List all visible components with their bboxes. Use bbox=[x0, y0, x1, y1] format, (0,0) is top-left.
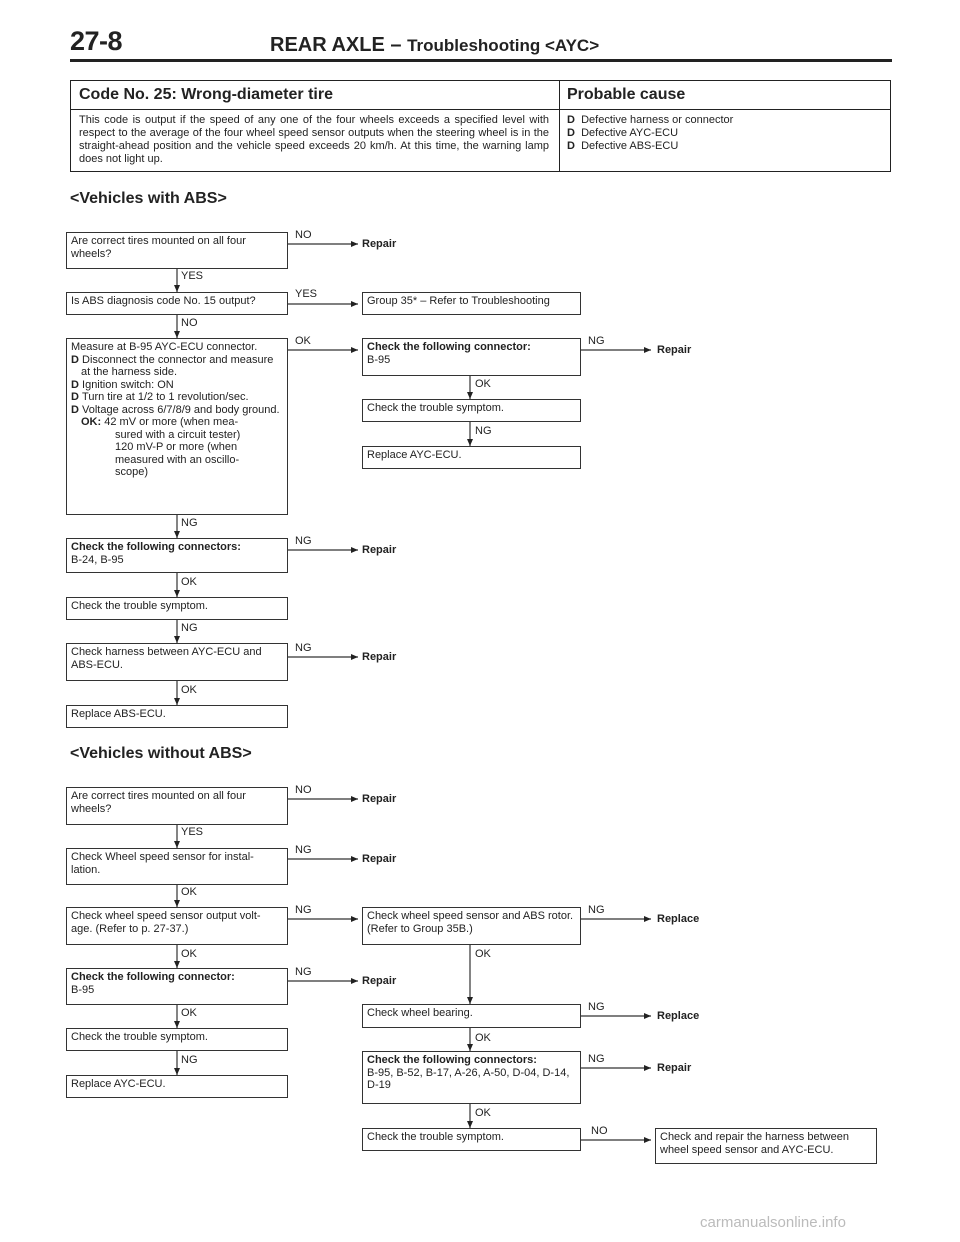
flow-label: OK bbox=[181, 1007, 197, 1019]
cause-item: D Defective ABS-ECU bbox=[567, 140, 679, 152]
title-main: REAR AXLE bbox=[270, 34, 385, 56]
action-replace: Replace bbox=[657, 1010, 700, 1022]
action-replace: Replace bbox=[657, 913, 700, 925]
flow-label: NG bbox=[295, 535, 312, 547]
abs-q-tires: Are correct tires mounted on all four wheels? bbox=[66, 232, 288, 269]
noabs-check-install: Check Wheel speed sensor for instal- lation. bbox=[66, 848, 288, 885]
noabs-check-conns: Check the following connectors: B-95, B-52, B-17, A-26, A-50, D-04, D-14, D-19 bbox=[362, 1051, 581, 1104]
abs-check-trouble-2: Check the trouble symptom. bbox=[66, 597, 288, 620]
action-repair: Repair bbox=[362, 853, 397, 865]
flow-label: NO bbox=[295, 784, 312, 796]
noabs-q-tires: Are correct tires mounted on all four wheels? bbox=[66, 787, 288, 825]
title-sub: Troubleshooting <AYC> bbox=[407, 36, 600, 55]
flow-label: NG bbox=[475, 425, 492, 437]
action-repair: Repair bbox=[362, 651, 397, 663]
abs-replace-abs: Replace ABS-ECU. bbox=[66, 705, 288, 728]
flow-label: NG bbox=[588, 1053, 605, 1065]
cause-item: D Defective AYC-ECU bbox=[567, 127, 679, 139]
flow-label: NG bbox=[588, 335, 605, 347]
flow-label: OK bbox=[295, 335, 311, 347]
action-repair: Repair bbox=[657, 1062, 692, 1074]
abs-group35: Group 35* – Refer to Troubleshooting bbox=[362, 292, 581, 315]
noabs-check-output: Check wheel speed sensor output volt- age. (Refer to p. 27-37.) bbox=[66, 907, 288, 945]
flow-label: NO bbox=[181, 317, 198, 329]
flow-label: NO bbox=[591, 1125, 608, 1137]
flow-label: YES bbox=[181, 270, 204, 282]
flow-label: NG bbox=[181, 517, 198, 529]
flow-label: NG bbox=[295, 904, 312, 916]
noabs-check-bearing: Check wheel bearing. bbox=[362, 1004, 581, 1028]
watermark: carmanualsonline.info bbox=[700, 1214, 846, 1231]
flow-label: NG bbox=[588, 1001, 605, 1013]
flow-label: OK bbox=[475, 378, 491, 390]
flow-label: OK bbox=[475, 1032, 491, 1044]
action-repair: Repair bbox=[657, 344, 692, 356]
abs-q-code: Is ABS diagnosis code No. 15 output? bbox=[66, 292, 288, 315]
action-repair: Repair bbox=[362, 975, 397, 987]
noabs-replace-ayc: Replace AYC-ECU. bbox=[66, 1075, 288, 1098]
abs-heading: <Vehicles with ABS> bbox=[70, 190, 227, 207]
flow-label: NG bbox=[295, 844, 312, 856]
page-number: 27-8 bbox=[70, 26, 123, 56]
flow-label: OK bbox=[475, 1107, 491, 1119]
action-repair: Repair bbox=[362, 238, 397, 250]
flow-label: NG bbox=[181, 1054, 198, 1066]
noabs-heading: <Vehicles without ABS> bbox=[70, 745, 252, 762]
noabs-check-trouble-right: Check the trouble symptom. bbox=[362, 1128, 581, 1151]
noabs-check-b95: Check the following connector: B-95 bbox=[66, 968, 288, 1005]
abs-check-trouble-1: Check the trouble symptom. bbox=[362, 399, 581, 422]
abs-check-conns: Check the following connectors: B-24, B-95 bbox=[66, 538, 288, 573]
cause-item: D Defective harness or connector bbox=[567, 114, 734, 126]
flow-label: NG bbox=[295, 966, 312, 978]
cause-header: Probable cause bbox=[567, 86, 686, 103]
flow-label: NG bbox=[295, 642, 312, 654]
flow-label: OK bbox=[181, 576, 197, 588]
flow-label: OK bbox=[475, 948, 491, 960]
abs-replace-ayc: Replace AYC-ECU. bbox=[362, 446, 581, 469]
flow-label: NO bbox=[295, 229, 312, 241]
abs-measure-box: Measure at B-95 AYC-ECU connector. D Disconnect the connector and measure at the harness side. D Ignition switch: ON D Turn tire at 1/2 to 1 revolution/sec. D Voltage across 6/7/8/9 and body ground. OK: 42 mV or more (when mea- sured with a circuit tester) 120 mV-P or more (when measured with an oscillo- scope) bbox=[66, 338, 288, 515]
noabs-check-repair-harness: Check and repair the harness between wheel speed sensor and AYC-ECU. bbox=[655, 1128, 877, 1164]
noabs-check-rotor: Check wheel speed sensor and ABS rotor. (Refer to Group 35B.) bbox=[362, 907, 581, 945]
flow-label: YES bbox=[181, 826, 204, 838]
flow-label: OK bbox=[181, 684, 197, 696]
flow-label: OK bbox=[181, 948, 197, 960]
code-header: Code No. 25: Wrong-diameter tire bbox=[79, 86, 333, 103]
flow-label: NG bbox=[181, 622, 198, 634]
action-repair: Repair bbox=[362, 544, 397, 556]
code-description: This code is output if the speed of any one of the four wheels exceeds a specified level with respect to the average of the four wheel speed sensor outputs when the steering wheel is in the straight-ahead position and the vehicle speed exceeds 20 km/h. At this time, the warning lamp does not light up. bbox=[79, 114, 549, 165]
flow-label: NG bbox=[588, 904, 605, 916]
noabs-check-trouble-left: Check the trouble symptom. bbox=[66, 1028, 288, 1051]
action-repair: Repair bbox=[362, 793, 397, 805]
flow-label: OK bbox=[181, 886, 197, 898]
flow-label: YES bbox=[295, 288, 318, 300]
title-dash: – bbox=[390, 34, 402, 56]
abs-check-harness: Check harness between AYC-ECU and ABS-ECU. bbox=[66, 643, 288, 681]
abs-check-b95: Check the following connector: B-95 bbox=[362, 338, 581, 376]
